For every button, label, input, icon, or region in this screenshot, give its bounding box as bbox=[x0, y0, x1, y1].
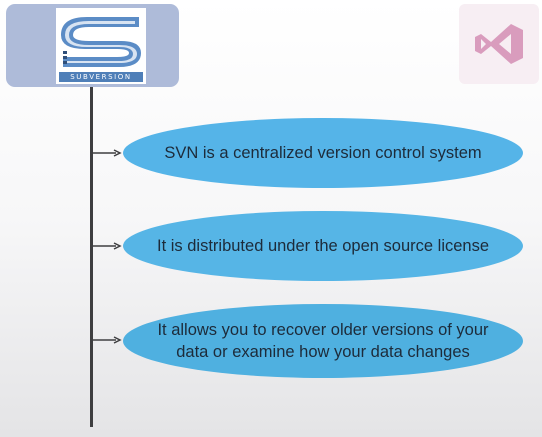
subversion-s-icon bbox=[59, 11, 143, 71]
point-bubble-3 bbox=[123, 304, 523, 378]
point-bubble-2 bbox=[123, 211, 523, 281]
subversion-logo-box bbox=[6, 4, 179, 87]
branch-arrow-2 bbox=[92, 241, 122, 251]
visual-studio-badge bbox=[459, 4, 539, 84]
visual-studio-icon bbox=[471, 22, 527, 66]
point-bubble-1 bbox=[123, 118, 523, 188]
point-text-2: It is distributed under the open source license bbox=[156, 237, 490, 255]
branch-arrow-3 bbox=[92, 335, 122, 345]
branch-arrow-1 bbox=[92, 148, 122, 158]
point-text-3: It allows you to recover older versions of your data or examine how your data changes bbox=[157, 321, 489, 361]
subversion-logo bbox=[56, 8, 146, 84]
tree-trunk-line bbox=[90, 87, 93, 427]
point-text-1: SVN is a centralized version control system bbox=[164, 144, 482, 162]
subversion-logo-label: SUBVERSION bbox=[59, 72, 143, 82]
